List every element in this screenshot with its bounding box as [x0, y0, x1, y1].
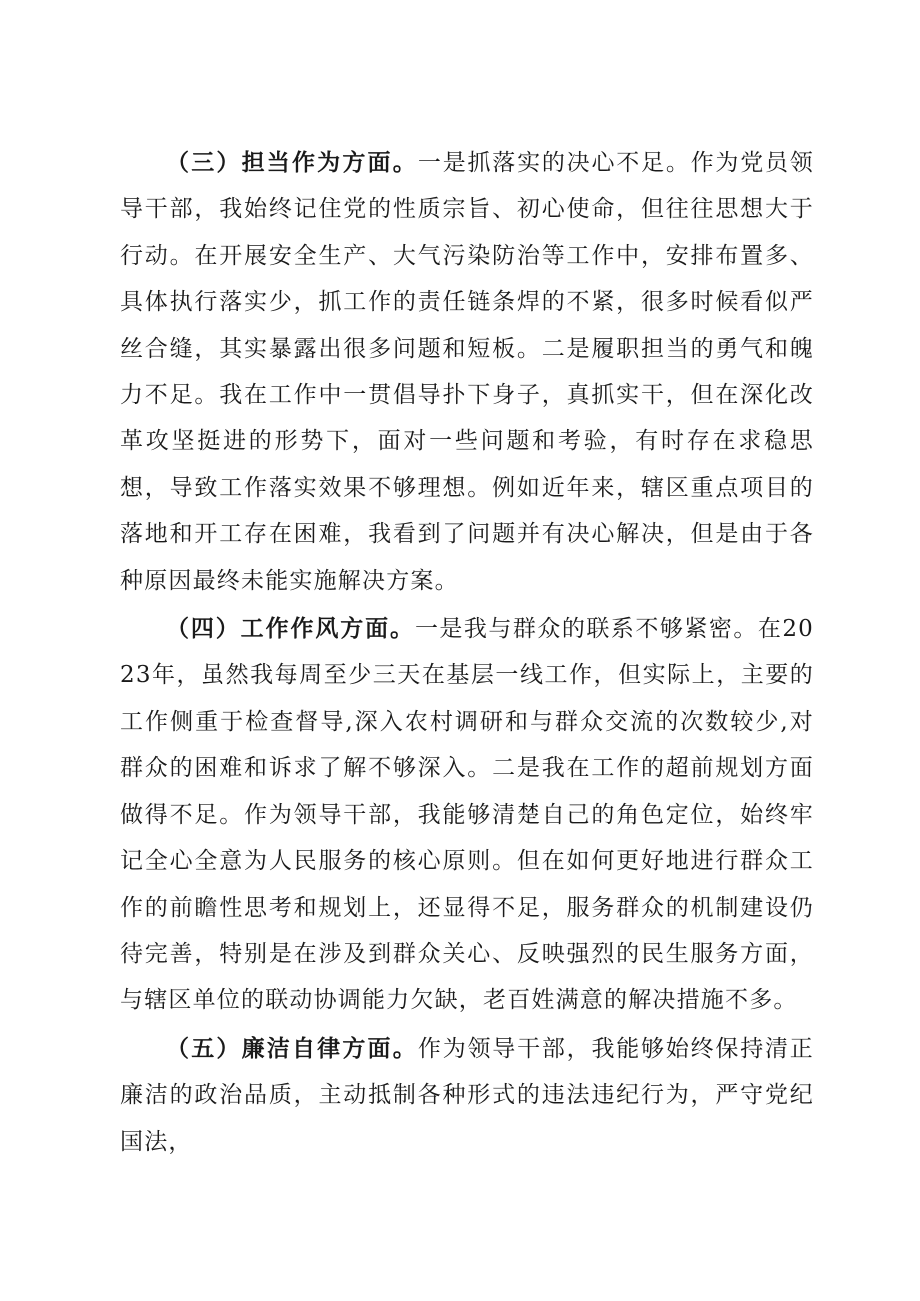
- paragraph-integrity: [120, 1026, 814, 1165]
- paragraph-heading: （四）工作作风方面。: [166, 615, 415, 643]
- paragraph-work-style: [120, 606, 814, 1024]
- paragraph-body: 一是抓落实的决心不足。作为党员领导干部，我始终记住党的性质宗旨、初心使命，但往往思想大于行动。在开展安全生产、大气污染防治等工作中，安排布置多、具体执行落实少，抓工作的责任链条焊的不紧，很多时候看似严丝合缝，其实暴露出很多问题和短板。二是履职担当的勇气和魄力不足。我在工作中一贯倡导扑下身子，真抓实干，但在深化改革攻坚挺进的形势下，面对一些问题和考验，有时存在求稳思想，导致工作落实效果不够理想。例如近年来，辖区重点项目的落地和开工存在困难，我看到了问题并有决心解决，但是由于各种原因最终未能实施解决方案。: [120, 150, 814, 594]
- paragraph-body: 作为领导干部，我能够始终保持清正廉洁的政治品质，主动抵制各种形式的违法违纪行为，严守党纪国法，: [120, 1035, 814, 1155]
- paragraph-body: 一是我与群众的联系不够紧密。在2023年，虽然我每周至少三天在基层一线工作，但实际上，主要的工作侧重于检查督导,深入农村调研和与群众交流的次数较少,对群众的困难和诉求了解不够深入。二是我在工作的超前规划方面做得不足。作为领导干部，我能够清楚自己的角色定位，始终牢记全心全意为人民服务的核心原则。但在如何更好地进行群众工作的前瞻性思考和规划上，还显得不足，服务群众的机制建设仍待完善，特别是在涉及到群众关心、反映强烈的民生服务方面，与辖区单位的联动协调能力欠缺，老百姓满意的解决措施不多。: [120, 616, 815, 1014]
- document-page: [120, 140, 814, 1167]
- paragraph-heading: （三）担当作为方面。: [166, 149, 418, 176]
- paragraph-responsibility: [120, 140, 814, 604]
- paragraph-heading: （五）廉洁自律方面。: [166, 1034, 418, 1062]
